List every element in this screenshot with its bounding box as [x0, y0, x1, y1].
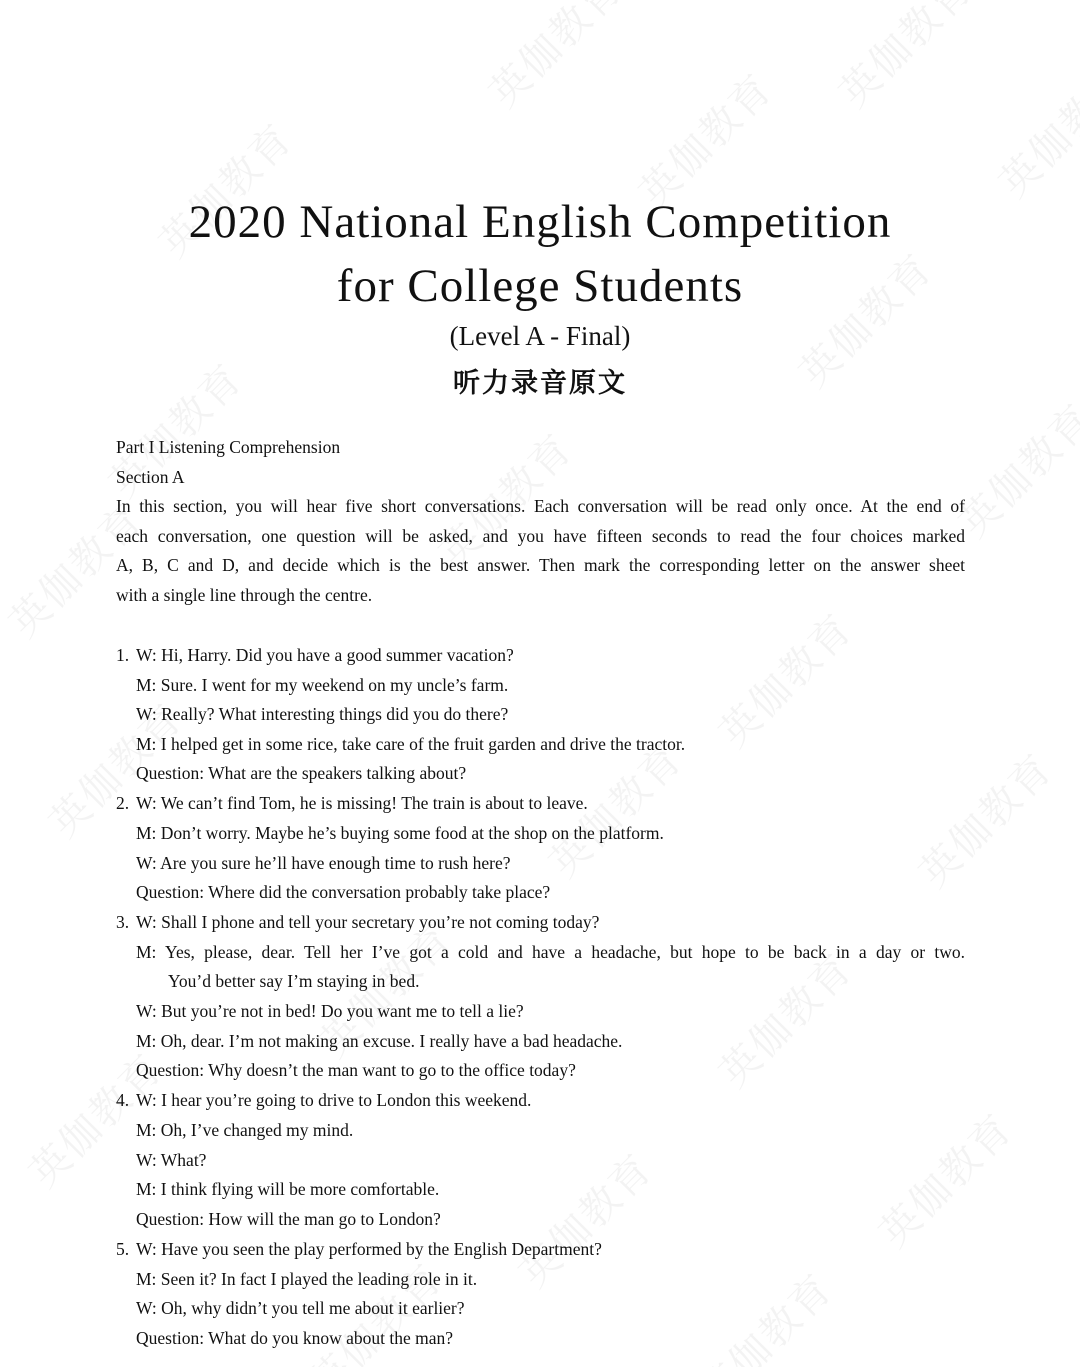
dialogue-line: W: Hi, Harry. Did you have a good summer vacation?: [136, 645, 514, 665]
dialogue-line: M: Seen it? In fact I played the leading role in it.: [136, 1269, 478, 1289]
section-heading: Section A: [116, 467, 185, 487]
dialogue-line: W: What?: [136, 1150, 207, 1170]
conversation-number: 2.: [116, 793, 130, 813]
instructions-line: A, B, C and D, and decide which is the best answer. Then mark the corresponding letter on the answer sheet: [116, 555, 965, 575]
dialogue-line: M: Oh, dear. I’m not making an excuse. I really have a bad headache.: [136, 1031, 623, 1051]
dialogue-line: M: Don’t worry. Maybe he’s buying some food at the shop on the platform.: [136, 823, 664, 843]
conversation-number: 4.: [116, 1090, 130, 1110]
conversation-number: 1.: [116, 645, 130, 665]
watermark: [504, 1139, 663, 1298]
dialogue-line: M: Yes, please, dear. Tell her I’ve got a cold and have a headache, but hope to be back in a day or two.: [136, 942, 965, 962]
dialogue-line: W: Are you sure he’ll have enough time to rush here?: [136, 853, 511, 873]
conversation-2-line: [116, 791, 588, 815]
instructions-line: In this section, you will hear five short conversations. Each conversation will be read only once. At the end of: [116, 496, 965, 516]
watermark: [684, 1259, 843, 1367]
question-line: Question: How will the man go to London?: [136, 1209, 441, 1229]
watermark: [984, 49, 1080, 208]
dialogue-line: M: I think flying will be more comfortable.: [136, 1179, 440, 1199]
instructions-line: with a single line through the centre.: [116, 585, 373, 605]
dialogue-line: W: Really? What interesting things did you do there?: [136, 704, 509, 724]
dialogue-line: M: I helped get in some rice, take care of the fruit garden and drive the tractor.: [136, 734, 686, 754]
question-line: Question: What are the speakers talking about?: [136, 763, 467, 783]
question-line: Question: Why doesn’t the man want to go to the office today?: [136, 1060, 576, 1080]
dialogue-line: W: But you’re not in bed! Do you want me to tell a lie?: [136, 1001, 524, 1021]
document-title-line-2: for College Students: [336, 260, 744, 312]
dialogue-line: M: Sure. I went for my weekend on my uncle’s farm.: [136, 675, 509, 695]
dialogue-line: M: Oh, I’ve changed my mind.: [136, 1120, 354, 1140]
dialogue-line: W: Oh, why didn’t you tell me about it earlier?: [136, 1298, 465, 1318]
document-title-line-1: 2020 National English Competition: [188, 196, 892, 248]
document-subtitle: (Level A - Final): [449, 321, 631, 351]
dialogue-line: W: I hear you’re going to drive to London this weekend.: [136, 1090, 532, 1110]
chinese-title: 听力录音原文: [453, 368, 627, 399]
watermark: [704, 599, 863, 758]
question-line: Question: What do you know about the man?: [136, 1328, 454, 1348]
conversation-5-line: [116, 1237, 602, 1261]
conversation-4-line: [116, 1088, 531, 1112]
dialogue-line: W: Have you seen the play performed by the English Department?: [136, 1239, 602, 1259]
question-line: Question: Where did the conversation probably take place?: [136, 882, 551, 902]
dialogue-line-continued: You’d better say I’m staying in bed.: [168, 971, 420, 991]
watermark: [824, 0, 983, 118]
conversation-number: 5.: [116, 1239, 130, 1259]
part-heading: Part I Listening Comprehension: [116, 437, 341, 457]
conversation-number: 3.: [116, 912, 130, 932]
watermark: [904, 739, 1063, 898]
dialogue-line: W: Shall I phone and tell your secretary you’re not coming today?: [136, 912, 600, 932]
instructions-line: each conversation, one question will be asked, and you have fifteen seconds to read the four choices marked: [116, 526, 965, 546]
conversation-3-line: [116, 910, 599, 934]
dialogue-line: W: We can’t find Tom, he is missing! The train is about to leave.: [136, 793, 588, 813]
watermark: [864, 1099, 1023, 1258]
watermark: [474, 0, 633, 118]
conversation-1-line: [116, 643, 514, 667]
